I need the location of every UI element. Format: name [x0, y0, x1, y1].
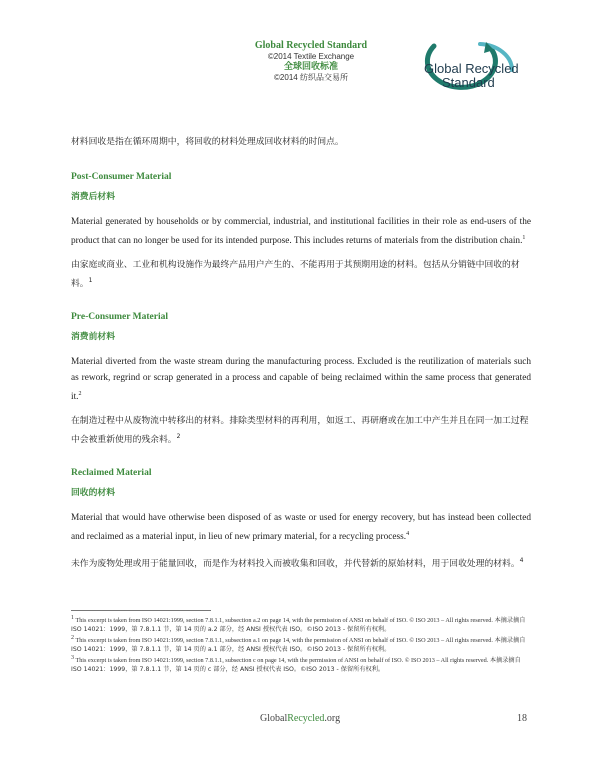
- header-copyright-cn: ©2014 纺织品交易所: [274, 73, 348, 82]
- footnote-item: $^1$ This excerpt is taken from ISO 14021:1999, section 7.8.1.1, subsection a.2 on page 14, with the permission of ANSI on behalf of ISO. © ISO 2013 – All rights reserved. 本摘录摘自 ISO 14021：1999，第 7.8.1.1 节，第 14 页的 a.2 部分，经 ANSI 授权代表 ISO。©ISO 2013 - 保留所有权利。: [71, 615, 526, 633]
- heading-pre-consumer-en: Pre-Consumer Material: [71, 312, 168, 323]
- header-title-en: Global Recycled Standard: [254, 40, 368, 51]
- footnote-ref: 1: [88, 277, 93, 285]
- footnote-ref: 1: [522, 235, 526, 241]
- intro-paragraph-cn: 材料回收是指在循环周期中，将回收的材料处理成回收材料的时间点。: [71, 137, 344, 147]
- footnote-ref: 2: [176, 433, 181, 441]
- footnote-ref: 4: [519, 557, 524, 565]
- logo-text-line2: Standard: [442, 75, 495, 90]
- heading-reclaimed-cn: 回收的材料: [71, 488, 115, 499]
- paragraph-post-consumer-en: Material generated by households or by commercial, industrial, and institutional facilities in their role as end-users of the product that can no longer be used for its intended purpose. This includes returns of materials from the distribution chain.$^1$: [71, 217, 531, 247]
- footnote-ref: 4: [406, 531, 410, 538]
- header-title-cn: 全球回收标准: [283, 62, 338, 72]
- page-number: 18: [517, 713, 527, 724]
- footnote-divider: [71, 610, 211, 611]
- logo-text-line1: Global Recycled: [424, 61, 519, 76]
- heading-post-consumer-cn: 消费后材料: [71, 192, 115, 202]
- header-copyright-en: ©2014 Textile Exchange: [267, 52, 355, 61]
- heading-post-consumer-en: Post-Consumer Material: [71, 172, 172, 182]
- footer-website-link[interactable]: GlobalRecycled.org: [260, 713, 341, 724]
- heading-reclaimed-en: Reclaimed Material: [71, 468, 152, 479]
- heading-pre-consumer-cn: 消费前材料: [71, 332, 115, 343]
- footnote-item: $^3$ This excerpt is taken from ISO 14021:1999, section 7.8.1.1, subsection c on page 14, with the permission of ANSI on behalf of ISO. © ISO 2013 – All rights reserved. 本摘录摘自 ISO 14021：1999，第 7.8.1.1 节，第 14 页的 c 部分，经 ANSI 授权代表 ISO。©ISO 2013 - 保留所有权利。: [71, 655, 521, 673]
- paragraph-reclaimed-en: Material that would have otherwise been disposed of as waste or used for energy recovery, but has instead been collected and reclaimed as a material input, in lieu of new primary material, for a recycling process.$^4$: [71, 513, 531, 543]
- footnote-item: $^2$ This excerpt is taken from ISO 14021:1999, section 7.8.1.1, subsection a.1 on page 14, with the permission of ANSI on behalf of ISO. © ISO 2013 – All rights reserved. 本摘录摘自 ISO 14021：1999，第 7.8.1.1 节，第 14 页的 a.1 部分，经 ANSI 授权代表 ISO。©ISO 2013 - 保留所有权利。: [71, 635, 526, 653]
- paragraph-pre-consumer-en: Material diverted from the waste stream during the manufacturing process. Excluded is the reutilization of materials such as rework, regrind or scrap generated in a process and capable of being reclaimed within the same process that generated it.$^2$: [71, 357, 531, 403]
- paragraph-reclaimed-cn: 未作为废物处理或用于能量回收，而是作为材料投入而被收集和回收，并代替新的原始材料，用于回收处理的材料。$^4$: [71, 557, 524, 570]
- paragraph-post-consumer-cn: 由家庭或商业、工业和机构设施作为最终产品用户产生的、不能再用于其预期用途的材料。包括从分销链中回收的材料。$^1$: [71, 260, 520, 290]
- footnote-ref: 2: [78, 391, 82, 398]
- document-header: [236, 40, 386, 83]
- footnotes: [71, 614, 531, 674]
- paragraph-pre-consumer-cn: 在制造过程中从废物流中转移出的材料。排除类型材料的再利用，如返工、再研磨或在加工中产生并且在同一加工过程中会被重新使用的残余料。$^2$: [71, 416, 529, 446]
- document-body: [71, 134, 531, 572]
- grs-logo: [394, 40, 526, 100]
